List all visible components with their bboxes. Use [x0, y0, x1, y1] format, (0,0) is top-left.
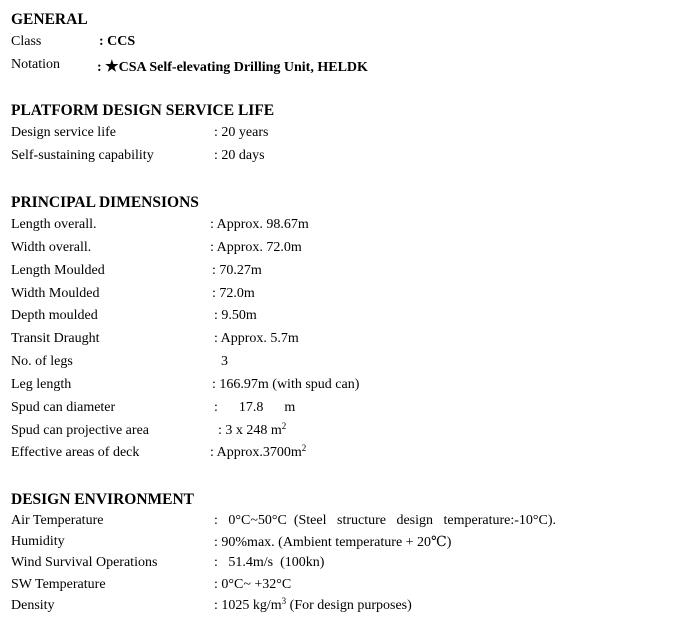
row-value: : CCS [99, 34, 136, 49]
row-class [11, 34, 691, 54]
row-label: Leg length [11, 377, 72, 392]
row-label: Transit Draught [11, 331, 100, 346]
row-humidity [11, 534, 691, 554]
row-label: Spud can diameter [11, 400, 116, 415]
row-depth-moulded [11, 308, 691, 328]
row-spud-can-area [11, 423, 691, 443]
value-text: : Approx.3700m [210, 445, 302, 460]
row-value: : 72.0m [212, 286, 255, 301]
row-label: Density [11, 598, 55, 613]
row-value: : Approx. 98.67m [210, 217, 309, 232]
colon: : [97, 60, 106, 75]
row-value: : 70.27m [212, 263, 262, 278]
row-label: Air Temperature [11, 513, 104, 528]
row-effective-deck-area [11, 445, 691, 465]
row-label: Class [11, 34, 42, 49]
row-value: : 90%max. (Ambient temperature + 20℃) [214, 535, 452, 550]
row-label: Humidity [11, 534, 65, 549]
row-label: Design service life [11, 125, 116, 140]
row-value: : 0°C~50°C (Steel structure design temperature:-10°C). [214, 513, 557, 528]
row-air-temperature [11, 513, 691, 533]
row-value: : 0°C~ +32°C [214, 577, 292, 592]
row-value [214, 598, 412, 614]
section-title-environment: DESIGN ENVIRONMENT [11, 491, 195, 508]
superscript: 2 [301, 443, 307, 453]
row-width-moulded [11, 286, 691, 306]
row-no-of-legs [11, 354, 691, 374]
row-sw-temperature [11, 577, 691, 597]
row-label: SW Temperature [11, 577, 106, 592]
row-transit-draught [11, 331, 691, 351]
row-value [210, 445, 306, 461]
row-value: : 20 years [214, 125, 269, 140]
value-text: : 1025 kg/m [214, 598, 282, 613]
section-title-dimensions: PRINCIPAL DIMENSIONS [11, 194, 199, 211]
row-label: Length Moulded [11, 263, 105, 278]
row-self-sustaining [11, 148, 691, 168]
superscript: 2 [281, 421, 287, 431]
row-value: 3 [221, 354, 228, 369]
row-leg-length [11, 377, 691, 397]
row-label: Width Moulded [11, 286, 100, 301]
row-value: : 20 days [214, 148, 265, 163]
notation-text: CSA Self-elevating Drilling Unit, HELDK [118, 60, 368, 75]
row-value: : Approx. 5.7m [214, 331, 299, 346]
row-label: Width overall. [11, 240, 92, 255]
row-label: Spud can projective area [11, 423, 149, 438]
row-value: : 166.97m (with spud can) [212, 377, 360, 392]
row-value [218, 423, 286, 439]
row-value: : 9.50m [214, 308, 257, 323]
row-value: : 17.8 m [214, 400, 296, 415]
row-label: Effective areas of deck [11, 445, 140, 460]
value-suffix: (For design purposes) [286, 598, 412, 613]
value-text: : 3 x 248 m [218, 423, 282, 438]
row-spud-can-diameter [11, 400, 691, 420]
row-wind-survival [11, 555, 691, 575]
section-title-general: GENERAL [11, 11, 88, 28]
star-icon: ★ [105, 59, 119, 75]
row-notation [11, 57, 691, 77]
row-label: Length overall. [11, 217, 97, 232]
row-label: Notation [11, 57, 60, 72]
row-value [97, 57, 368, 76]
row-design-service-life [11, 125, 691, 145]
row-width-overall [11, 240, 691, 260]
row-value: : Approx. 72.0m [210, 240, 302, 255]
row-density [11, 598, 691, 618]
row-value: : 51.4m/s (100kn) [214, 555, 325, 570]
row-label: No. of legs [11, 354, 73, 369]
row-label: Self-sustaining capability [11, 148, 154, 163]
row-length-overall [11, 217, 691, 237]
row-label: Wind Survival Operations [11, 555, 158, 570]
superscript: 3 [281, 596, 287, 606]
row-label: Depth moulded [11, 308, 98, 323]
section-title-service-life: PLATFORM DESIGN SERVICE LIFE [11, 102, 275, 119]
row-length-moulded [11, 263, 691, 283]
